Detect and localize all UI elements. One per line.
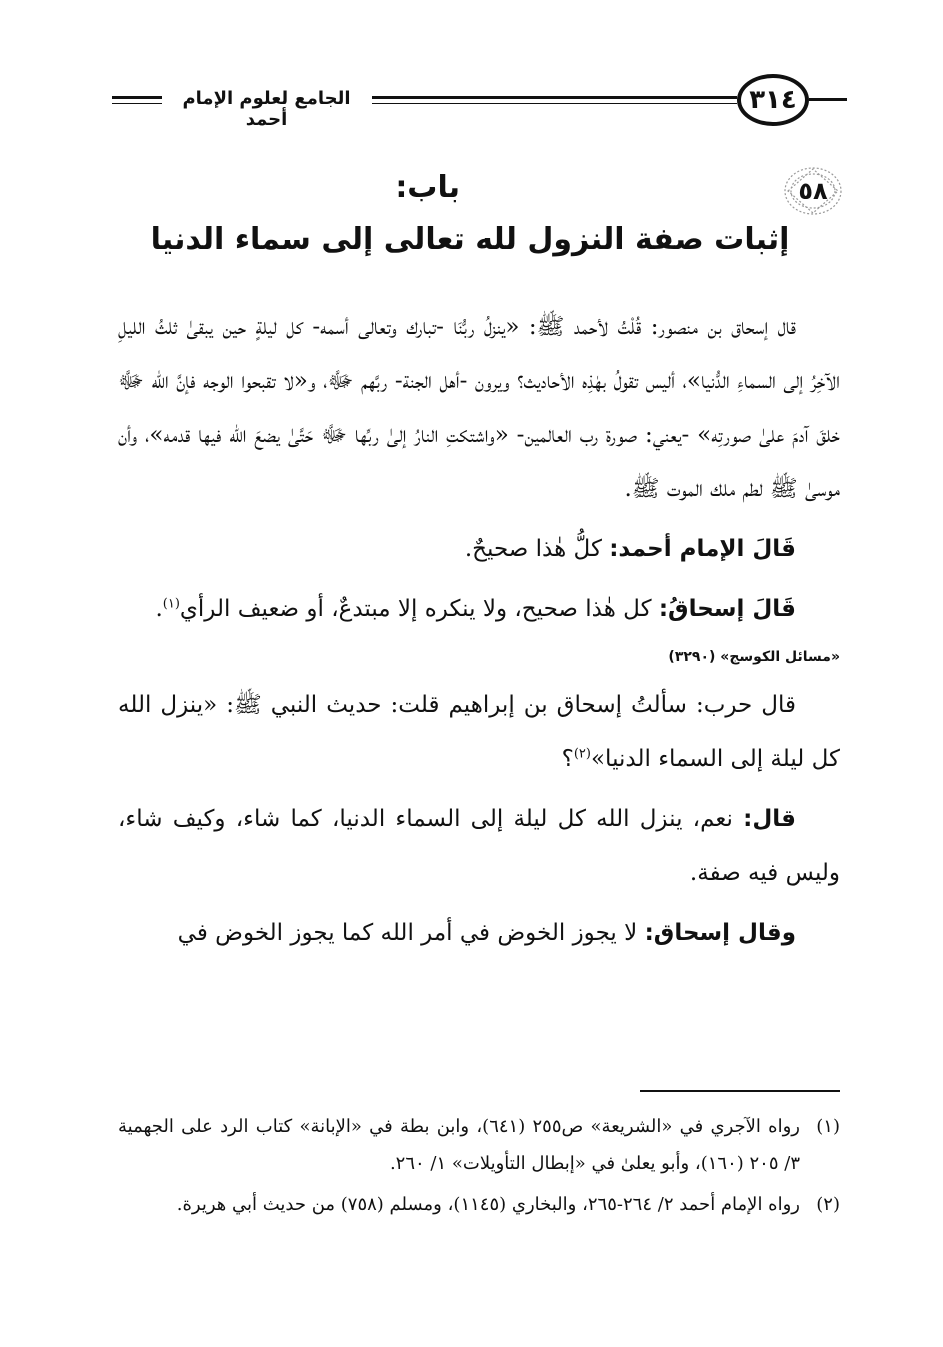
section-number: ٥٨ [798, 177, 828, 205]
footnotes [118, 1108, 840, 1227]
header-rule-left-top [112, 96, 162, 99]
main-text [118, 300, 840, 966]
footnote-ref-2[interactable]: (٢) [573, 746, 591, 762]
footnote-text: رواه الآجري في «الشريعة» ص٢٥٥ (٦٤١)، وابن بطة في «الإبانة» كتاب الرد على الجهمية ٣/ ٢٠٥ (١٦٠)، وأبو يعلىٰ في «إبطال التأويلات» ١/ ٢٦٠. [118, 1116, 800, 1174]
paragraph-text: كل هٰذا صحيح، ولا ينكره إلا مبتدعٌ، أو ضعيف الرأي [179, 596, 652, 622]
speaker-label: قَالَ إسحاقُ: [658, 596, 796, 622]
footnote-number: (١) [816, 1116, 840, 1137]
header-rule-mid-bottom [372, 103, 737, 104]
footnote-rule [640, 1090, 840, 1092]
paragraph-end: . [155, 596, 163, 622]
footnote-ref-1[interactable]: (١) [162, 596, 180, 612]
speaker-label: قال: [743, 806, 796, 832]
header-rule-right [809, 98, 847, 101]
footnote-text: رواه الإمام أحمد ٢/ ٢٦٤-٢٦٥، والبخاري (١١٤٥)، ومسلم (٧٥٨) من حديث أبي هريرة. [176, 1194, 800, 1215]
paragraph-6 [118, 906, 840, 960]
paragraph-5 [118, 792, 840, 900]
paragraph-3 [118, 582, 840, 636]
running-title: الجامع لعلوم الإمام أحمد [164, 88, 369, 130]
footnote-number: (٢) [816, 1194, 840, 1215]
speaker-label: وقال إسحاق: [644, 920, 796, 946]
footnote-1 [118, 1108, 840, 1182]
header-rule-mid-top [372, 96, 737, 99]
paragraph-4 [118, 678, 840, 786]
paragraph-1: قال إسحاق بن منصور: قُلْتُ لأحمد ﷺ: «ينزلُ ربُّنَا -تبارك وتعالى أسمه- كل ليلةٍ حين يبقىٰ ثلثُ الليلِ الآخِرُ إلى السماءِ الدُّنيا»، أليس تقولُ بهٰذِه الأحاديث؟ ويرون -أهل الجنة- ربَّهم ﷻ، و«لا تقبحوا الوجه فإنَّ الله ﷻ خلقَ آدمَ علىٰ صورتِه» -يعني: صورة رب العالمين- «واشتكتِ النارُ إلىٰ ربِّها ﷻ حَتَّىٰ يضعَ الله فيها قدمه»، وأن موسىٰ ﷺ لطم ملك الموت ﷺ. [118, 314, 840, 502]
paragraph-text: قال حرب: سألتُ إسحاق بن إبراهيم قلت: حديث النبي ﷺ: «ينزل الله كل ليلة إلى السماء الدنيا» [118, 692, 840, 772]
page-number: ٣١٤ [737, 74, 809, 126]
paragraph-text: لا يجوز الخوض في أمر الله كما يجوز الخوض في [177, 920, 638, 946]
source-citation: «مسائل الكوسج» (٣٢٩٠) [668, 649, 840, 665]
section-number-badge [782, 165, 844, 217]
paragraph-text: نعم، ينزل الله كل ليلة إلى السماء الدنيا، كما شاء، وكيف شاء، وليس فيه صفة. [118, 806, 840, 886]
speaker-label: قَالَ الإمام أحمد: [609, 536, 796, 562]
section-label: باب: [395, 170, 460, 205]
chapter-title: إثبات صفة النزول لله تعالى إلى سماء الدنيا [150, 222, 790, 257]
page-header [112, 70, 847, 132]
footnote-2 [118, 1186, 840, 1223]
header-rule-left-bottom [112, 103, 162, 104]
paragraph-text: كلُّ هٰذا صحيحٌ. [464, 536, 602, 562]
paragraph-end: ؟ [561, 746, 574, 772]
paragraph-2 [118, 522, 840, 576]
